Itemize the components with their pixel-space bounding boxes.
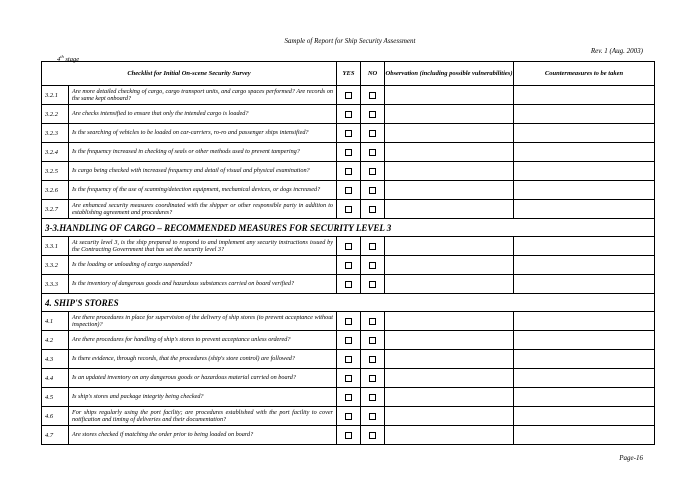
item-question: At security level 3, is the ship prepared to respond to and implement any security instructions issued by the Contracting Government that has set the security level 3? — [69, 237, 337, 256]
item-question: Is there evidence, through records, that the procedures (ship's store control) are followed? — [69, 350, 337, 369]
security-checklist-table — [41, 61, 655, 445]
no-checkbox[interactable] — [369, 432, 376, 439]
header-no: NO — [361, 62, 385, 86]
no-checkbox[interactable] — [369, 206, 376, 213]
section-heading-cargo-level3-row — [42, 219, 655, 237]
yes-cell — [337, 162, 361, 181]
yes-cell — [337, 331, 361, 350]
item-question: Is the loading or unloading of cargo suspended? — [69, 256, 337, 275]
item-number: 3.2.5 — [42, 162, 69, 181]
item-number: 3.2.4 — [42, 143, 69, 162]
header-countermeasures: Countermeasures to be taken — [514, 62, 655, 86]
countermeasures-cell[interactable] — [514, 86, 655, 105]
no-cell — [361, 181, 385, 200]
countermeasures-cell[interactable] — [514, 256, 655, 275]
countermeasures-cell[interactable] — [514, 105, 655, 124]
item-question: Are there procedures for handling of ship's stores to prevent acceptance unless ordered? — [69, 331, 337, 350]
no-cell — [361, 256, 385, 275]
item-question: Is the inventory of dangerous goods and hazardous substances carried on board verified? — [69, 275, 337, 294]
no-checkbox[interactable] — [369, 111, 376, 118]
item-number: 3.3.1 — [42, 237, 69, 256]
yes-checkbox[interactable] — [345, 243, 352, 250]
item-question: Is cargo being checked with increased frequency and detail of visual and physical examination? — [69, 162, 337, 181]
no-checkbox[interactable] — [369, 130, 376, 137]
yes-checkbox[interactable] — [345, 262, 352, 269]
yes-cell — [337, 350, 361, 369]
countermeasures-cell[interactable] — [514, 124, 655, 143]
stage-label: 4th stage — [57, 54, 80, 63]
observation-cell[interactable] — [385, 275, 514, 294]
yes-cell — [337, 86, 361, 105]
countermeasures-cell[interactable] — [514, 388, 655, 407]
table-row — [42, 369, 655, 388]
observation-cell[interactable] — [385, 256, 514, 275]
item-number: 4.2 — [42, 331, 69, 350]
yes-cell — [337, 426, 361, 445]
table-row — [42, 162, 655, 181]
no-cell — [361, 407, 385, 426]
table-row — [42, 237, 655, 256]
table-row — [42, 350, 655, 369]
observation-cell[interactable] — [385, 331, 514, 350]
countermeasures-cell[interactable] — [514, 331, 655, 350]
no-cell — [361, 237, 385, 256]
table-row — [42, 388, 655, 407]
item-question: Is an updated inventory on any dangerous goods or hazardous material carried on board? — [69, 369, 337, 388]
item-number: 4.7 — [42, 426, 69, 445]
table-row — [42, 426, 655, 445]
countermeasures-cell[interactable] — [514, 237, 655, 256]
no-cell — [361, 426, 385, 445]
yes-checkbox[interactable] — [345, 337, 352, 344]
yes-cell — [337, 275, 361, 294]
no-checkbox[interactable] — [369, 92, 376, 99]
item-number: 3.2.7 — [42, 200, 69, 219]
item-number: 4.6 — [42, 407, 69, 426]
yes-cell — [337, 237, 361, 256]
table-row — [42, 124, 655, 143]
item-number: 3.3.2 — [42, 256, 69, 275]
no-checkbox[interactable] — [369, 375, 376, 382]
table-row — [42, 407, 655, 426]
observation-cell[interactable] — [385, 312, 514, 331]
no-checkbox[interactable] — [369, 356, 376, 363]
countermeasures-cell[interactable] — [514, 369, 655, 388]
table-row — [42, 256, 655, 275]
observation-cell[interactable] — [385, 162, 514, 181]
revision-label: Rev. 1 (Aug. 2003) — [590, 47, 643, 55]
item-question: Are checks intensified to ensure that only the intended cargo is loaded? — [69, 105, 337, 124]
no-checkbox[interactable] — [369, 318, 376, 325]
item-number: 4.1 — [42, 312, 69, 331]
yes-checkbox[interactable] — [345, 432, 352, 439]
yes-checkbox[interactable] — [345, 375, 352, 382]
observation-cell[interactable] — [385, 86, 514, 105]
item-question: Is the searching of vehicles to be loaded on car-carriers, ro-ro and passenger ships intensified? — [69, 124, 337, 143]
observation-cell[interactable] — [385, 369, 514, 388]
no-cell — [361, 275, 385, 294]
header-yes: YES — [337, 62, 361, 86]
header-observation: Observation (including possible vulnerabilities) — [385, 62, 514, 86]
table-header-row — [42, 62, 655, 86]
item-number: 3.2.2 — [42, 105, 69, 124]
countermeasures-cell[interactable] — [514, 312, 655, 331]
observation-cell[interactable] — [385, 124, 514, 143]
table-row — [42, 200, 655, 219]
item-question: Are more detailed checking of cargo, cargo transport units, and cargo spaces performed? Are records on the same kept onboard? — [69, 86, 337, 105]
item-number: 3.2.1 — [42, 86, 69, 105]
yes-checkbox[interactable] — [345, 281, 352, 288]
yes-checkbox[interactable] — [345, 413, 352, 420]
no-cell — [361, 331, 385, 350]
header-checklist: Checklist for Initial On-scene Security Survey — [42, 62, 337, 86]
item-number: 4.4 — [42, 369, 69, 388]
no-checkbox[interactable] — [369, 243, 376, 250]
yes-cell — [337, 256, 361, 275]
no-cell — [361, 369, 385, 388]
no-cell — [361, 388, 385, 407]
observation-cell[interactable] — [385, 181, 514, 200]
no-cell — [361, 200, 385, 219]
section-heading-ships-stores-row — [42, 294, 655, 312]
observation-cell[interactable] — [385, 350, 514, 369]
no-checkbox[interactable] — [369, 413, 376, 420]
no-cell — [361, 312, 385, 331]
observation-cell[interactable] — [385, 426, 514, 445]
observation-cell[interactable] — [385, 200, 514, 219]
item-question: Is ship's stores and package integrity being checked? — [69, 388, 337, 407]
table-row — [42, 312, 655, 331]
countermeasures-cell[interactable] — [514, 143, 655, 162]
yes-checkbox[interactable] — [345, 356, 352, 363]
no-cell — [361, 143, 385, 162]
observation-cell[interactable] — [385, 105, 514, 124]
no-cell — [361, 86, 385, 105]
table-row — [42, 181, 655, 200]
yes-checkbox[interactable] — [345, 206, 352, 213]
no-cell — [361, 162, 385, 181]
no-checkbox[interactable] — [369, 187, 376, 194]
yes-checkbox[interactable] — [345, 111, 352, 118]
yes-cell — [337, 143, 361, 162]
no-checkbox[interactable] — [369, 168, 376, 175]
observation-cell[interactable] — [385, 237, 514, 256]
no-cell — [361, 105, 385, 124]
item-number: 3.2.3 — [42, 124, 69, 143]
yes-cell — [337, 369, 361, 388]
item-question: For ships regularly using the port facility; are procedures established with the port facility to cover notification and timing of deliveries and their documentation? — [69, 407, 337, 426]
countermeasures-cell[interactable] — [514, 275, 655, 294]
no-checkbox[interactable] — [369, 281, 376, 288]
item-question: Is the frequency of the use of scanning/detection equipment, mechanical devices, or dogs increased? — [69, 181, 337, 200]
yes-cell — [337, 105, 361, 124]
observation-cell[interactable] — [385, 143, 514, 162]
yes-checkbox[interactable] — [345, 92, 352, 99]
table-row — [42, 143, 655, 162]
countermeasures-cell[interactable] — [514, 350, 655, 369]
document-title: Sample of Report for Ship Security Assessment — [284, 37, 416, 45]
yes-checkbox[interactable] — [345, 187, 352, 194]
item-number: 3.2.6 — [42, 181, 69, 200]
yes-checkbox[interactable] — [345, 318, 352, 325]
item-question: Are there procedures in place for supervision of the delivery of ship stores (to prevent acceptance without inspection)? — [69, 312, 337, 331]
yes-cell — [337, 181, 361, 200]
item-number: 4.3 — [42, 350, 69, 369]
observation-cell[interactable] — [385, 388, 514, 407]
yes-cell — [337, 124, 361, 143]
yes-checkbox[interactable] — [345, 394, 352, 401]
countermeasures-cell[interactable] — [514, 162, 655, 181]
no-checkbox[interactable] — [369, 149, 376, 156]
yes-cell — [337, 312, 361, 331]
item-question: Are enhanced security measures coordinated with the shipper or other responsible party in addition to establishing agreement and procedures? — [69, 200, 337, 219]
no-checkbox[interactable] — [369, 337, 376, 344]
yes-cell — [337, 200, 361, 219]
countermeasures-cell[interactable] — [514, 407, 655, 426]
table-row — [42, 105, 655, 124]
countermeasures-cell[interactable] — [514, 426, 655, 445]
table-row — [42, 86, 655, 105]
no-cell — [361, 124, 385, 143]
item-question: Are stores checked if matching the order prior to being loaded on board? — [69, 426, 337, 445]
table-row — [42, 275, 655, 294]
section-heading-ships-stores: 4. SHIP'S STORES — [42, 294, 655, 312]
no-checkbox[interactable] — [369, 394, 376, 401]
table-row — [42, 331, 655, 350]
yes-checkbox[interactable] — [345, 149, 352, 156]
yes-cell — [337, 407, 361, 426]
countermeasures-cell[interactable] — [514, 200, 655, 219]
section-heading-cargo-level3: 3-3.HANDLING OF CARGO – RECOMMENDED MEASURES FOR SECURITY LEVEL 3 — [42, 219, 655, 237]
item-number: 3.3.3 — [42, 275, 69, 294]
observation-cell[interactable] — [385, 407, 514, 426]
item-question: Is the frequency increased in checking of seals or other methods used to prevent tampering? — [69, 143, 337, 162]
item-number: 4.5 — [42, 388, 69, 407]
yes-cell — [337, 388, 361, 407]
yes-checkbox[interactable] — [345, 130, 352, 137]
no-checkbox[interactable] — [369, 262, 376, 269]
no-cell — [361, 350, 385, 369]
page-number: Page-16 — [619, 454, 643, 462]
yes-checkbox[interactable] — [345, 168, 352, 175]
countermeasures-cell[interactable] — [514, 181, 655, 200]
